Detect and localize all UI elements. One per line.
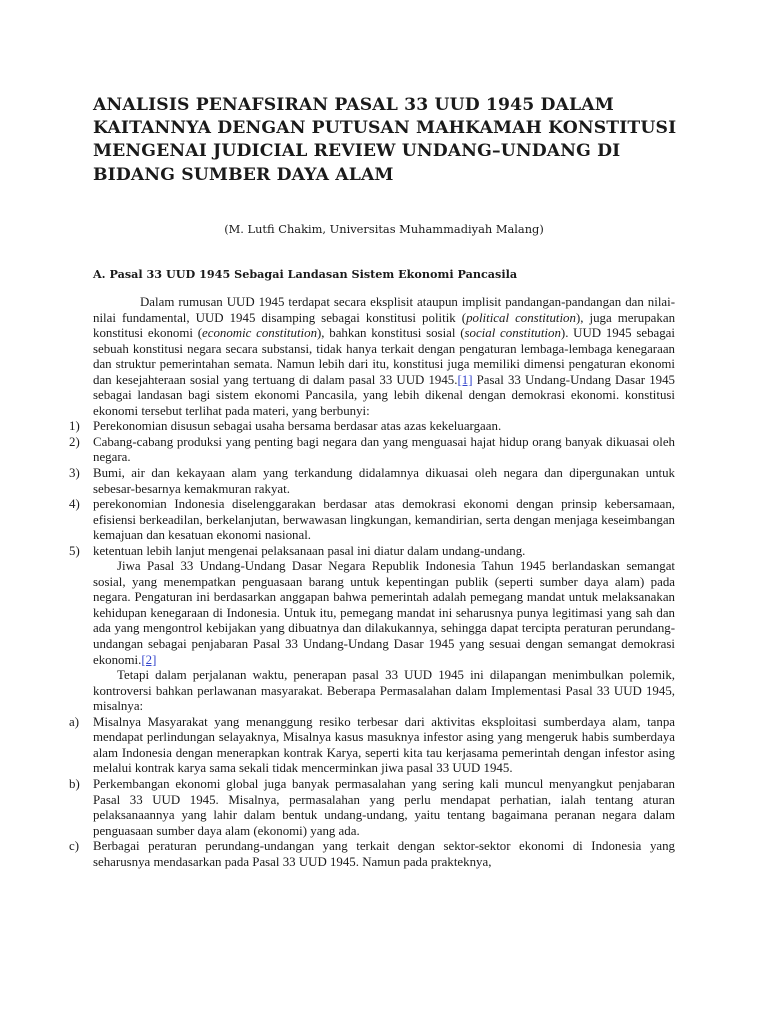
text-span: ), juga merupakan konstitusi ekonomi ( — [93, 310, 676, 341]
list-item-text: Perekonomian disusun sebagai usaha bersama berdasar atas azas kekeluargaan. — [93, 419, 502, 434]
italic-term: social constitution — [464, 326, 561, 341]
footnote-link-2[interactable]: [2] — [141, 652, 157, 667]
list-marker: 4) — [69, 497, 80, 512]
lettered-list — [69, 714, 675, 870]
list-marker: 5) — [69, 543, 80, 558]
list-item — [69, 497, 675, 544]
text-span: ), bahkan konstitusi sosial ( — [317, 326, 465, 341]
paragraph-1 — [93, 295, 675, 419]
list-item — [69, 466, 675, 497]
text-span: Dalam rumusan UUD 1945 terdapat secara eksplisit ataupun implisit pandangan-pandangan dan nilai-nilai fundamental, UUD 1945 disamping sebagai konstitusi politik ( — [93, 295, 675, 325]
list-marker: 3) — [69, 466, 80, 481]
list-item-text: Berbagai peraturan perundang-undangan yang terkait dengan sektor-sektor ekonomi di Indonesia yang seharusnya mendasarkan pada Pasal 33 UUD 1945. Namun pada prakteknya, — [93, 839, 675, 869]
list-item — [69, 419, 675, 435]
italic-term: economic constitution — [202, 326, 318, 341]
list-item — [69, 714, 675, 777]
list-item-text: Cabang-cabang produksi yang penting bagi negara dan yang menguasai hajat hidup orang banyak dikuasai oleh negara. — [93, 434, 675, 465]
list-item — [69, 839, 675, 870]
list-marker: c) — [69, 839, 80, 854]
list-item-text: perekonomian Indonesia diselenggarakan berdasar atas demokrasi ekonomi dengan prinsip kebersamaan, efisiensi berkeadilan, berkelanjutan, berwawasan lingkungan, kemandirian, serta dengan menjaga keseimbangan kemajuan dan kesatuan ekonomi nasional. — [93, 497, 675, 543]
list-marker: 1) — [69, 419, 80, 434]
list-marker: 2) — [69, 434, 80, 449]
list-item-text: Misalnya Masyarakat yang menanggung resiko terbesar dari aktivitas eksploitasi sumberdaya alam, tanpa mendapat perlindungan selayaknya, Misalnya kasus masuknya infestor asing yang mengeruk habis sumberdaya alam Indonesia dengan menerapkan kontrak Karya, seperti kita tau kerjasama pemerintah dengan infestor asing melalui kontrak karya sama sekali tidak mencerminkan jiwa pasal 33 UUD 1945. — [93, 714, 675, 776]
list-item-text: Bumi, air dan kekayaan alam yang terkandung didalamnya dikuasai oleh negara dan dipergunakan untuk sebesar-besarnya kemakmuran rakyat. — [93, 466, 675, 496]
numbered-list — [69, 419, 675, 559]
list-item — [69, 434, 675, 466]
list-item — [69, 776, 675, 839]
footnote-link-1[interactable]: [1] — [457, 372, 473, 387]
italic-term: political constitution — [466, 310, 576, 325]
list-marker: a) — [69, 714, 80, 729]
author-line: (M. Lutfi Chakim, Universitas Muhammadiyah Malang) — [224, 222, 544, 236]
list-item-text: Perkembangan ekonomi global juga banyak permasalahan yang sering kali muncul menyangkut penjabaran Pasal 33 UUD 1945. Misalnya, permasalahan yang perlu mendapat perhatian, ialah tentang aturan pelaksanaannya yang lahir dalam bentuk undang-undang, yaitu tentang bagaimana peranan negara dalam penguasaan sumber daya alam (ekonomi) yang ada. — [93, 776, 675, 838]
section-heading: A. Pasal 33 UUD 1945 Sebagai Landasan Sistem Ekonomi Pancasila — [93, 267, 518, 281]
paragraph-3: Tetapi dalam perjalanan waktu, penerapan pasal 33 UUD 1945 ini dilapangan menimbulkan polemik, kontroversi bahkan perlawanan masyarakat. Beberapa Permasalahan dalam Implementasi Pasal 33 UUD 1945, misalnya: — [93, 668, 675, 714]
document-body — [69, 295, 676, 870]
list-item-text: ketentuan lebih lanjut mengenai pelaksanaan pasal ini diatur dalam undang-undang. — [93, 543, 526, 558]
text-span: Jiwa Pasal 33 Undang-Undang Dasar Negara Republik Indonesia Tahun 1945 berlandaskan semangat sosial, yang menempatkan penguasaan barang untuk kepentingan publik (seperti sumber daya alam) pada negara. Pengaturan ini berdasarkan anggapan bahwa pemerintah adalah pemegang mandat untuk melaksanakan kehidupan kenegaraan di Indonesia. Untuk itu, pemegang mandat ini seharusnya punya legitimasi yang sah dan ada yang mengontrol kebijakan yang dibuatnya dan dilakukannya, sehingga dapat tercipta peraturan perundang-undangan sebagai penjabaran Pasal 33 Undang-Undang Dasar 1945 yang sesuai dengan semangat demokrasi ekonomi. — [93, 559, 675, 667]
document-title: ANALISIS PENAFSIRAN PASAL 33 UUD 1945 DALAM KAITANNYA DENGAN PUTUSAN MAHKAMAH KONSTITUSI MENGENAI JUDICIAL REVIEW UNDANG–UNDANG DI BIDANG SUMBER DAYA ALAM — [93, 95, 677, 185]
text-span: ). UUD 1945 sebagai sebuah konstitusi negara secara substansi, tidak hanya terkait dengan pengaturan lembaga-lembaga kenegaraan dan struktur pemerintahan semata. Namun lebih dari itu, konstitusi juga memiliki dimensi pengaturan ekonomi dan kesejahteraan sosial yang tertuang di dalam pasal 33 UUD 1945. — [93, 326, 675, 387]
list-marker: b) — [69, 776, 80, 791]
list-item — [69, 543, 675, 560]
paragraph-2 — [93, 559, 675, 668]
text-span: Pasal 33 Undang-Undang Dasar 1945 sebagai landasan bagi sistem ekonomi Pancasila, yang lebih dikenal dengan demokrasi ekonomi. konstitusi ekonomi tersebut terlihat pada materi, yang berbunyi: — [93, 372, 675, 418]
